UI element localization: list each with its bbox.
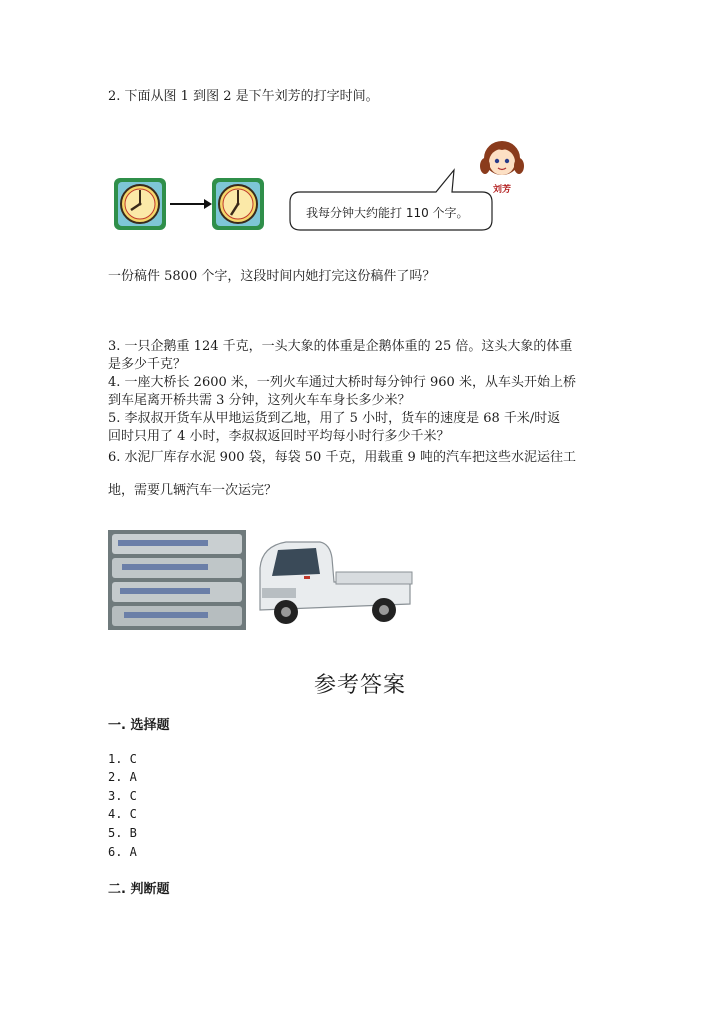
problem-3-line-2: 是多少千克？ xyxy=(108,357,187,372)
answer-item: 2. A xyxy=(108,770,137,784)
answer-item: 5. B xyxy=(108,826,137,840)
problem-3-line-1: 3. 一只企鹅重 124 千克，一头大象的体重是企鹅体重的 25 倍。这头大象的体重 xyxy=(108,339,573,354)
clock-1-icon xyxy=(114,178,166,230)
name-tag: 刘芳 xyxy=(493,185,512,195)
problem-5-line-2: 回时只用了 4 小时，李叔叔返回时平均每小时行多少千米？ xyxy=(108,429,450,444)
answer-item: 6. A xyxy=(108,845,137,859)
answer-item: 4. C xyxy=(108,807,137,821)
section-choice-heading: 一. 选择题 xyxy=(108,718,170,733)
speech-bubble xyxy=(286,166,496,238)
truck-image xyxy=(250,532,422,632)
clock-2-icon xyxy=(212,178,264,230)
problem-5-line-1: 5. 李叔叔开货车从甲地运货到乙地，用了 5 小时，货车的速度是 68 千米/时返 xyxy=(108,411,561,426)
answers-title: 参考答案 xyxy=(313,673,406,698)
speech-text: 我每分钟大约能打 110 个字。 xyxy=(306,206,469,220)
answer-item: 3. C xyxy=(108,789,137,803)
problem-4-line-2: 到车尾离开桥共需 3 分钟，这列火车车身长多少米？ xyxy=(108,393,411,408)
problem-6-line-1: 6. 水泥厂库存水泥 900 袋，每袋 50 千克，用载重 9 吨的汽车把这些水泥运往工 xyxy=(108,450,576,465)
clock-figure xyxy=(112,176,272,232)
problem-2-text: 2. 下面从图 1 到图 2 是下午刘芳的打字时间。 xyxy=(108,89,379,104)
section-judge-heading: 二. 判断题 xyxy=(108,882,170,897)
problem-4-line-1: 4. 一座大桥长 2600 米，一列火车通过大桥时每分钟行 960 米，从车头开始上桥 xyxy=(108,375,576,390)
girl-icon xyxy=(476,136,532,184)
problem-2-question: 一份稿件 5800 个字，这段时间内她打完这份稿件了吗？ xyxy=(108,269,436,284)
problem-6-line-2: 地，需要几辆汽车一次运完？ xyxy=(108,483,278,498)
answer-item: 1. C xyxy=(108,752,137,766)
arrow-right-icon xyxy=(170,199,212,209)
cement-bags-image xyxy=(108,530,246,630)
